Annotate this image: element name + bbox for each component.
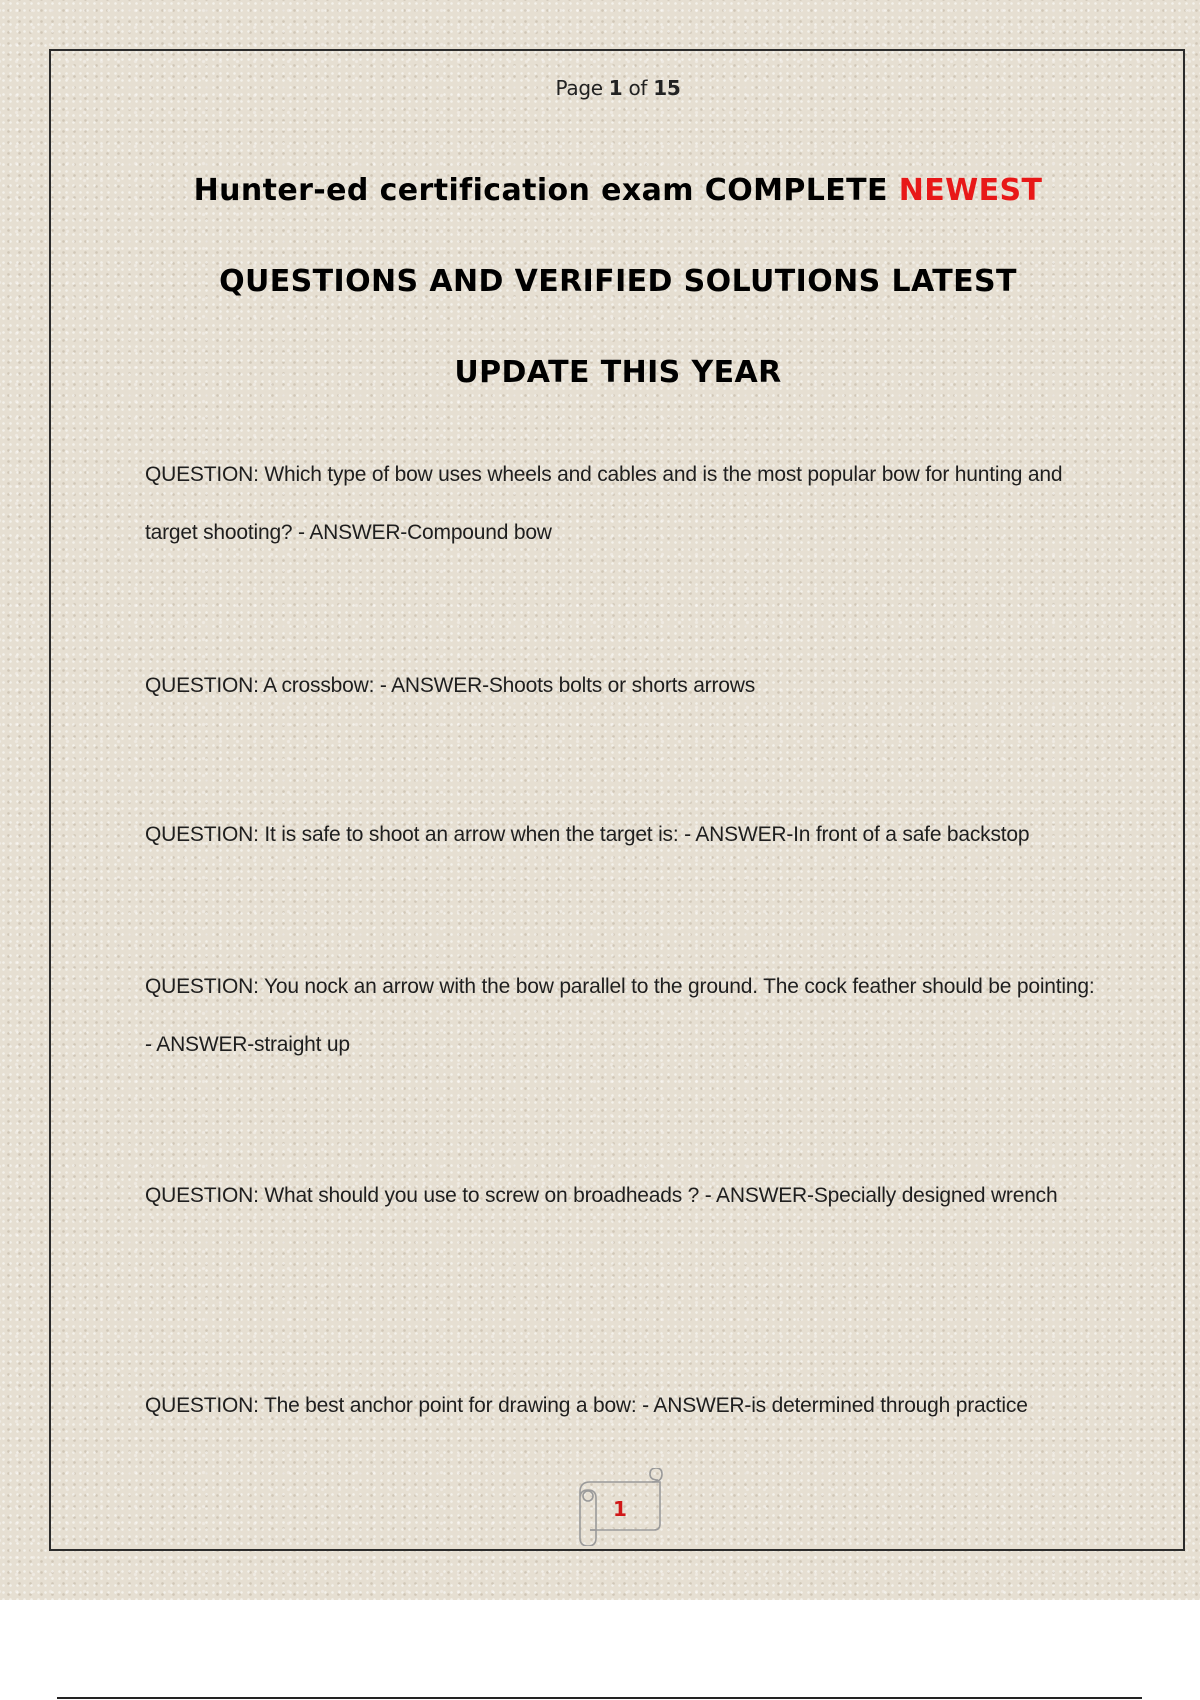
current-page: 1 (608, 76, 623, 100)
qa-item: QUESTION: It is safe to shoot an arrow when the target is: - ANSWER-In front of a safe backstop (145, 823, 1030, 846)
title-accent: NEWEST (898, 173, 1043, 208)
qa-item: QUESTION: Which type of bow uses wheels and cables and is the most popular bow for hunting and target shooting? - ANSWER-Compound bow (145, 463, 1063, 544)
document-title-line-3: UPDATE THIS YEAR (454, 355, 782, 390)
footer-page-number: 1 (613, 1497, 627, 1521)
page-counter (0, 76, 1200, 100)
document-title-line-2: QUESTIONS AND VERIFIED SOLUTIONS LATEST (219, 264, 1017, 299)
qa-item: QUESTION: The best anchor point for drawing a bow: - ANSWER-is determined through practice (145, 1394, 1028, 1417)
page-word: Page (555, 76, 603, 100)
qa-item: QUESTION: A crossbow: - ANSWER-Shoots bolts or shorts arrows (145, 674, 756, 697)
title-text: Hunter-ed certification exam COMPLETE (193, 173, 899, 208)
document-title-line-1 (0, 173, 1200, 208)
qa-item: QUESTION: You nock an arrow with the bow parallel to the ground. The cock feather should be pointing: - ANSWER-straight up (145, 975, 1095, 1056)
bottom-divider (57, 1697, 1142, 1699)
of-word: of (628, 76, 648, 100)
qa-item: QUESTION: What should you use to screw on broadheads ? - ANSWER-Specially designed wrench (145, 1184, 1058, 1207)
total-pages: 15 (653, 76, 681, 100)
